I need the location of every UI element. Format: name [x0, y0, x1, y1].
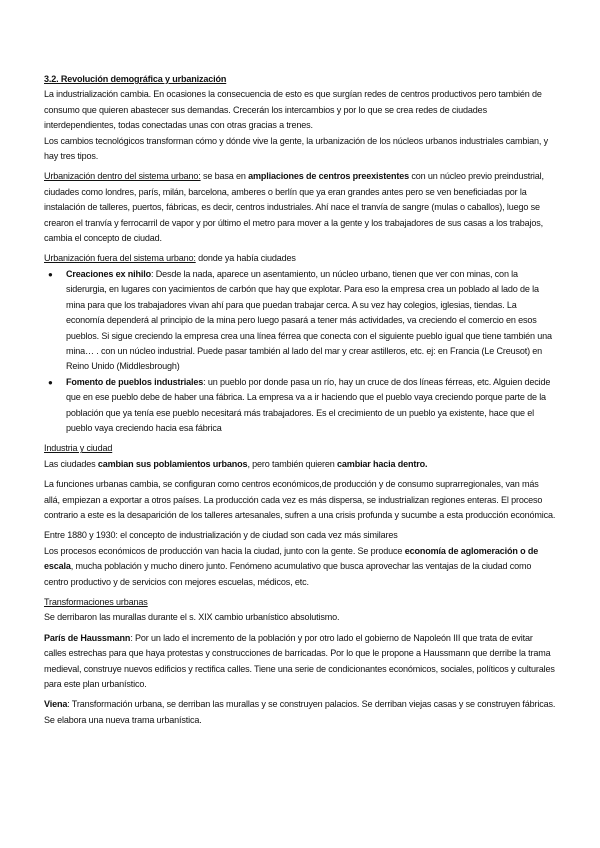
fuera-rest: donde ya había ciudades — [195, 253, 296, 264]
industria-l1d: cambiar hacia dentro. — [337, 458, 428, 469]
fuera-heading-line — [44, 251, 556, 266]
fuera-heading: Urbanización fuera del sistema urbano: — [44, 253, 196, 264]
intro-paragraph-2: Los cambios tecnológicos transforman cómo y dónde vive la gente, la urbanización de los núcleos urbanos industriales cambian, y hay tres tipos. — [44, 135, 548, 162]
bullet-text: : un pueblo por donde pasa un río, hay un cruce de dos líneas férreas, etc. Alguien decide que en ese pueblo debe de haber una fábrica. La empresa va a ir haciendo que el pueblo vaya creciendo porque parte de la población que ya tenía ese pueblo necesitará más trabajadores. Es el crecimiento de un pueblo ya existente, hace que el pueblo vaya creciendo hacia esa fábrica — [66, 376, 551, 433]
industria-p4c: , mucha población y mucho dinero junto. Fenómeno acumulativo que busca aprovechar las ventajas de la ciudad como centro productivo y de servicios con mejores escuelas, médicos, etc. — [44, 561, 532, 587]
fuera-bullet-list — [44, 267, 556, 436]
bullet-icon: ● — [48, 269, 53, 279]
industria-paragraph-2: La funciones urbanas cambia, se configuran como centros económicos,de producción y de consumo suprarregionales, van más allá, empiezan a exportar a otros países. La producción cada vez es más dispersa, se industrializan regiones enteras. El proceso contrario a este es la desaparición de los talleres artesanales, sufren a una crisis profunda y sucumbe a esta producción económica. — [44, 479, 556, 520]
intro-paragraph-1: La industrialización cambia. En ocasiones la consecuencia de esto es que surgían redes de centros productivos pero también de consumo que quieren abastecer sus demandas. Crecerán los intercambios y por lo que se crea redes de ciudades interdependientes, todas conectadas unas con otras gracias a trenes. — [44, 89, 542, 131]
industria-paragraph-4 — [44, 544, 556, 590]
industria-l1c: , pero también quieren — [247, 458, 338, 469]
transformaciones-heading: Transformaciones urbanas — [44, 597, 148, 607]
paris-paragraph — [44, 631, 556, 693]
viena-paragraph — [44, 697, 556, 728]
industria-l1b: cambian sus poblamientos urbanos — [97, 458, 248, 469]
dentro-heading: Urbanización dentro del sistema urbano: — [44, 171, 201, 182]
industria-heading: Industria y ciudad — [44, 443, 113, 454]
bullet-icon: ● — [48, 377, 53, 387]
bullet-label: Creaciones ex nihilo — [66, 268, 151, 279]
paris-label: París de Haussmann — [44, 632, 131, 643]
document-page — [44, 72, 556, 728]
industria-line-1 — [44, 457, 556, 472]
list-item — [44, 267, 556, 375]
dentro-text-2: con un núcleo previo preindustrial, ciudades como londres, parís, milán, barcelona, amberes o berlín que ya eran grandes antes pero se ven beneficiadas por la instalación de talleres, puertos, fábricas, es decir, centros industriales. Ahí nace el tranvía de sangre (mulas o caballos), luego se crearon el tranvía y ferrocarril de vapor y por último el metro para mover a la gente y los trabajadores de sus casas a los trabajos, cambia el concepto de ciudad. — [44, 171, 544, 244]
bullet-text: : Desde la nada, aparece un asentamiento, un núcleo urbano, tienen que ver con minas, con la siderurgia, en lugares con yacimientos de carbón que hay que explotar. Para eso la empresa crea un poblado al lado de la mina para que los trabajadores vivan ahí para que puedan trabajar cerca. A su vez hay colegios, iglesias, tiendas. La economía dependerá al principio de la mina pero luego pasará a tener más actividades, va creciendo el comercio en esos pueblos. Si sigue creciendo la empresa crea una línea férrea que conecta con el siguiente pueblo igual que tiene también una mina… . con un núcleo industrial. Puede pasar también al lado del mar y crear astilleros, etc. ej: en Francia (Le Creusot) en Reino Unido (Middlesbrough) — [66, 268, 552, 372]
dentro-bold: ampliaciones de centros preexistentes — [248, 171, 409, 182]
paris-text: : Por un lado el incremento de la población y por otro lado el gobierno de Napoleón III que trata de evitar calles estrechas para que haya protestas y construcciones de barricadas. Por lo que le propone a Haussmann que derribe la trama medieval, construye nuevos edificios y rectifica calles. Tiene una serie de condicionantes económicos, sociales, políticos y culturales para este plan urbanístico. — [44, 632, 555, 690]
industria-paragraph-3: Entre 1880 y 1930: el concepto de industrialización y de ciudad son cada vez más similares — [44, 530, 398, 541]
viena-label: Viena — [44, 699, 68, 710]
section-title: 3.2. Revolución demográfica y urbanización — [44, 74, 227, 84]
list-item — [44, 375, 556, 437]
bullet-label: Fomento de pueblos industriales — [66, 376, 204, 387]
transformaciones-paragraph-1: Se derribaron las murallas durante el s. XIX cambio urbanístico absolutismo. — [44, 612, 340, 623]
dentro-paragraph — [44, 169, 556, 246]
industria-p4a: Los procesos económicos de producción van hacia la ciudad, junto con la gente. Se produce — [44, 545, 405, 556]
dentro-text-1: se basa en — [200, 171, 249, 182]
industria-p4b: economía de aglomeración o de escala — [44, 545, 539, 572]
viena-text: : Transformación urbana, se derriban las murallas y se construyen palacios. Se derriban viejas casas y se construyen fábricas. Se elabora una nueva trama urbanística. — [44, 699, 556, 725]
industria-l1a: Las ciudades — [44, 458, 98, 469]
